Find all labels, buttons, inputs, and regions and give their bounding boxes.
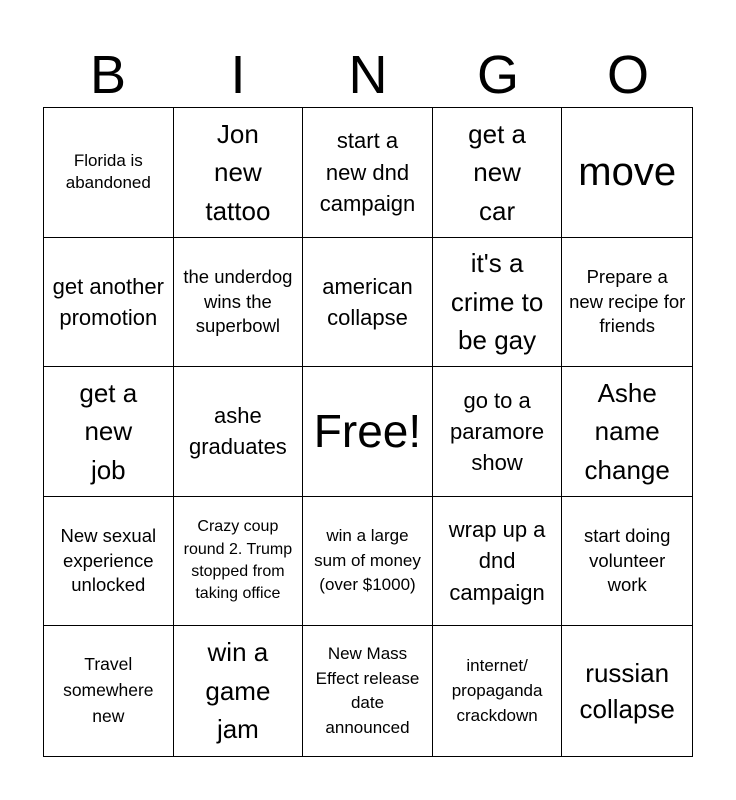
cell-label: Travel somewhere new (63, 654, 154, 727)
cell-label: internet/ propaganda crackdown (451, 656, 543, 725)
cell-label: Prepare a new recipe for friends (569, 266, 686, 337)
cell-label: Crazy coup round 2. Trump stopped from taking office (183, 518, 293, 603)
header-letter-o: O (606, 45, 649, 105)
header-letter-n: N (348, 45, 388, 105)
bingo-cell[interactable] (562, 238, 692, 368)
bingo-cell[interactable] (562, 108, 692, 238)
cell-label: russian collapse (579, 657, 675, 725)
cell-label: win a game jam (205, 637, 271, 745)
cell-label: Ashe name change (584, 377, 670, 485)
bingo-cell[interactable] (433, 497, 563, 627)
cell-label: get a new job (79, 377, 138, 485)
cell-label: ashe graduates (188, 403, 287, 460)
bingo-cell[interactable] (174, 626, 304, 756)
bingo-cell[interactable] (433, 367, 563, 497)
bingo-cell[interactable] (44, 367, 174, 497)
bingo-cell[interactable] (433, 626, 563, 756)
cell-label: start a new dnd campaign (319, 128, 416, 216)
bingo-cell[interactable] (433, 108, 563, 238)
bingo-cell[interactable] (303, 497, 433, 627)
header-letter-g: G (476, 45, 519, 105)
free-space-label: Free! (313, 404, 422, 457)
cell-label: New sexual experience unlocked (60, 525, 157, 596)
bingo-cell[interactable] (44, 108, 174, 238)
cell-label: wrap up a dnd campaign (448, 517, 546, 605)
cell-label: Florida is abandoned (65, 150, 151, 193)
bingo-cell[interactable] (44, 497, 174, 627)
cell-label: Jon new tattoo (205, 118, 271, 226)
bingo-cell[interactable] (174, 367, 304, 497)
cell-label: american collapse (322, 273, 413, 330)
cell-label: move (578, 150, 677, 195)
bingo-header (43, 44, 693, 106)
bingo-cell[interactable] (303, 108, 433, 238)
bingo-cell[interactable] (44, 238, 174, 368)
header-letter-i: I (230, 45, 246, 105)
bingo-cell[interactable] (174, 497, 304, 627)
cell-label: win a large sum of money (over $1000) (314, 526, 421, 595)
cell-label: get a new car (468, 118, 526, 226)
cell-label: start doing volunteer work (584, 525, 671, 596)
bingo-cell[interactable] (562, 497, 692, 627)
cell-label: the underdog wins the superbowl (183, 266, 293, 337)
bingo-cell[interactable] (303, 626, 433, 756)
cell-label: go to a paramore show (450, 387, 545, 476)
bingo-cell[interactable] (303, 238, 433, 368)
header-letter-b: B (89, 45, 127, 105)
bingo-cell[interactable] (562, 367, 692, 497)
cell-label: it's a crime to be gay (450, 248, 544, 356)
free-space[interactable] (303, 367, 433, 497)
bingo-cell[interactable] (174, 108, 304, 238)
bingo-cell[interactable] (562, 626, 692, 756)
bingo-cell[interactable] (174, 238, 304, 368)
bingo-board (43, 107, 693, 757)
cell-label: New Mass Effect release date announced (315, 643, 420, 737)
cell-label: get another promotion (52, 273, 164, 330)
bingo-cell[interactable] (44, 626, 174, 756)
bingo-cell[interactable] (433, 238, 563, 368)
